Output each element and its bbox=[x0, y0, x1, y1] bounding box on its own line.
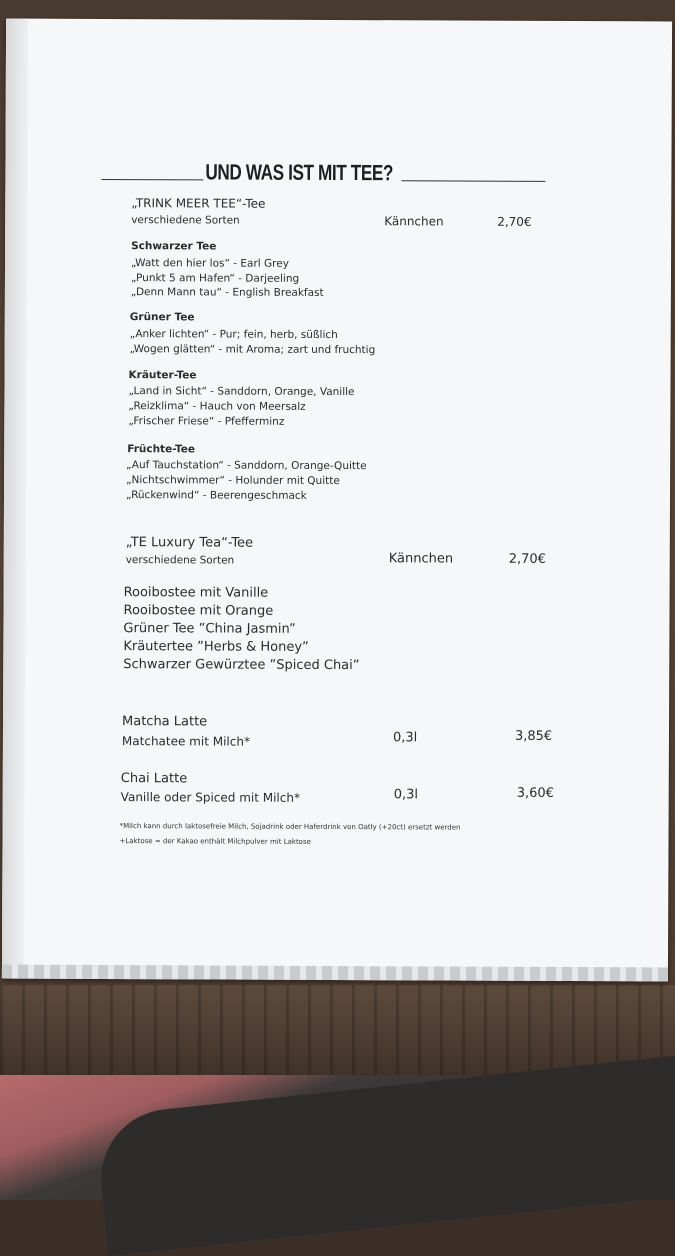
footnote-lactose: +Laktose = der Kakao enthält Milchpulver mit Laktose bbox=[119, 837, 311, 846]
title-rule-left bbox=[101, 179, 203, 180]
list-item: „Punkt 5 am Hafen“ - Darjeeling bbox=[130, 272, 300, 285]
list-item: „Frischer Friese“ - Pfefferminz bbox=[128, 415, 285, 428]
luxury-price: 2,70€ bbox=[508, 551, 546, 567]
trink-meer-size: Kännchen bbox=[384, 214, 444, 229]
trink-meer-price: 2,70€ bbox=[497, 214, 532, 229]
list-item: Grüner Tee ”China Jasmin” bbox=[123, 621, 296, 637]
list-item: Schwarzer Gewürztee ”Spiced Chai” bbox=[123, 657, 360, 674]
sheet-protector-edge bbox=[2, 965, 668, 982]
title-rule-right bbox=[401, 180, 545, 182]
chai-desc: Vanille oder Spiced mit Milch* bbox=[120, 790, 301, 805]
list-item: „Anker lichten“ - Pur; fein, herb, süßlich bbox=[129, 328, 338, 342]
list-item: „Auf Tauchstation“ - Sanddorn, Orange-Quitte bbox=[126, 459, 367, 473]
list-item: „Denn Mann tau“ - English Breakfast bbox=[130, 286, 324, 299]
matcha-price: 3,85€ bbox=[514, 728, 553, 744]
luxury-name: „TE Luxury Tea“-Tee bbox=[125, 535, 254, 551]
trink-meer-subtitle: verschiedene Sorten bbox=[131, 214, 240, 227]
list-item: „Land in Sicht“ - Sanddorn, Orange, Vanille bbox=[128, 385, 355, 399]
list-item: „Watt den hier los“ - Earl Grey bbox=[131, 257, 289, 270]
list-item: „Reizklima“ - Hauch von Meersalz bbox=[128, 400, 306, 413]
matcha-size: 0,3l bbox=[392, 730, 418, 746]
trink-meer-name: „TRINK MEER TEE“-Tee bbox=[131, 196, 266, 211]
list-item: „Wogen glätten“ - mit Aroma; zart und fruchtig bbox=[129, 343, 376, 357]
luxury-subtitle: verschiedene Sorten bbox=[125, 554, 235, 567]
list-item: Rooibostee mit Vanille bbox=[123, 585, 269, 601]
matcha-name: Matcha Latte bbox=[121, 714, 208, 730]
group-heading-fruechte: Früchte-Tee bbox=[127, 443, 196, 456]
list-item: „Rückenwind“ - Beerengeschmack bbox=[125, 489, 307, 502]
menu-sheet bbox=[2, 19, 672, 982]
group-heading-kraeuter: Kräuter-Tee bbox=[128, 369, 197, 382]
luxury-size: Kännchen bbox=[388, 551, 454, 567]
footnote-milk: *Milch kann durch laktosefreie Milch, Sojadrink oder Haferdrink von Oatly (+20ct) ersetzt werden bbox=[119, 822, 461, 832]
list-item: Kräutertee ”Herbs & Honey” bbox=[123, 639, 309, 655]
group-heading-schwarzer: Schwarzer Tee bbox=[131, 240, 217, 253]
list-item: „Nichtschwimmer“ - Holunder mit Quitte bbox=[126, 474, 340, 488]
chai-size: 0,3l bbox=[393, 787, 419, 803]
page-title: UND WAS IST MIT TEE? bbox=[205, 159, 394, 186]
chai-name: Chai Latte bbox=[120, 771, 188, 787]
list-item: Rooibostee mit Orange bbox=[123, 603, 274, 619]
chai-price: 3,60€ bbox=[516, 785, 554, 801]
group-heading-gruener: Grüner Tee bbox=[129, 311, 195, 324]
matcha-desc: Matchatee mit Milch* bbox=[121, 734, 251, 749]
title-row bbox=[101, 159, 547, 187]
